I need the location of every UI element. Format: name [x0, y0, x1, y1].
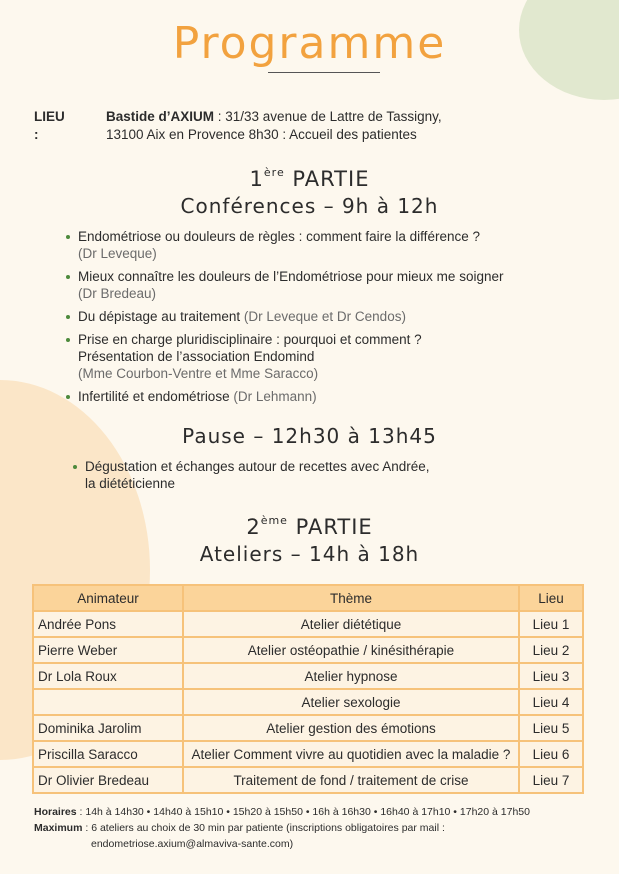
- speaker: (Dr Leveque et Dr Cendos): [243, 309, 406, 324]
- list-item: Endométriose ou douleurs de règles : comment faire la différence ? (Dr Leveque): [66, 228, 566, 262]
- part2-heading: [0, 514, 619, 539]
- speaker: (Dr Leveque): [78, 246, 157, 261]
- table-row: [33, 741, 583, 767]
- list-item: Dégustation et échanges autour de recettes avec Andrée, la diététicienne: [73, 458, 573, 492]
- email-line: endometriose.axium@almaviva-sante.com): [91, 838, 294, 850]
- header-theme: Thème: [183, 585, 519, 611]
- table-row: [33, 689, 583, 715]
- table-row: [33, 611, 583, 637]
- header-animateur: Animateur: [33, 585, 183, 611]
- workshop-table: [32, 584, 584, 794]
- list-item: Infertilité et endométriose (Dr Lehmann): [66, 388, 566, 405]
- bullet-icon: [66, 395, 70, 399]
- part1-superscript: ère: [263, 166, 285, 179]
- lieu-cell: Lieu 7: [519, 767, 583, 793]
- theme-cell: Atelier Comment vivre au quotidien avec la maladie ?: [183, 741, 519, 767]
- part2-number: 2: [246, 515, 261, 539]
- horaires-text: : 14h à 14h30 • 14h40 à 15h10 • 15h20 à 15h50 • 16h à 16h30 • 16h40 à 17h10 • 17h20 à 17h50: [76, 806, 530, 818]
- part2-superscript: ème: [260, 514, 288, 527]
- table-row: [33, 663, 583, 689]
- lieu-cell: Lieu 5: [519, 715, 583, 741]
- theme-cell: Traitement de fond / traitement de crise: [183, 767, 519, 793]
- bullet-icon: [66, 338, 70, 342]
- animateur-cell: Pierre Weber: [33, 637, 183, 663]
- list-item: Du dépistage au traitement (Dr Leveque et Dr Cendos): [66, 308, 566, 325]
- table-row: [33, 767, 583, 793]
- horaires-label: Horaires: [34, 806, 77, 818]
- theme-cell: Atelier gestion des émotions: [183, 715, 519, 741]
- animateur-cell: [33, 689, 183, 715]
- lieu-cell: Lieu 2: [519, 637, 583, 663]
- header-lieu: Lieu: [519, 585, 583, 611]
- table-header-row: [33, 585, 583, 611]
- conference-list: [66, 228, 566, 411]
- part2-word: PARTIE: [295, 515, 373, 539]
- speaker: (Dr Bredeau): [78, 286, 157, 301]
- venue-address-line2: 13100 Aix en Provence 8h30 : Accueil des patientes: [106, 127, 417, 142]
- part1-word: PARTIE: [292, 167, 370, 191]
- bullet-icon: [66, 315, 70, 319]
- animateur-cell: Priscilla Saracco: [33, 741, 183, 767]
- part2-subtitle: Ateliers – 14h à 18h: [199, 542, 420, 566]
- animateur-cell: Andrée Pons: [33, 611, 183, 637]
- pause-title: Pause – 12h30 à 13h45: [182, 424, 437, 448]
- maximum-label: Maximum: [34, 822, 83, 834]
- lieu-cell: Lieu 6: [519, 741, 583, 767]
- title-underline: [268, 72, 380, 73]
- theme-cell: Atelier hypnose: [183, 663, 519, 689]
- speaker: (Dr Lehmann): [233, 389, 317, 404]
- page-title: Programme: [172, 18, 447, 69]
- theme-cell: Atelier diététique: [183, 611, 519, 637]
- table-row: [33, 715, 583, 741]
- maximum-text: : 6 ateliers au choix de 30 min par patiente (inscriptions obligatoires par mail :: [82, 822, 445, 834]
- table-row: [33, 637, 583, 663]
- maximum-line: [34, 820, 594, 836]
- bullet-icon: [66, 275, 70, 279]
- theme-cell: Atelier ostéopathie / kinésithérapie: [183, 637, 519, 663]
- list-item: Mieux connaître les douleurs de l’Endométriose pour mieux me soigner (Dr Bredeau): [66, 268, 566, 302]
- list-item: Prise en charge pluridisciplinaire : pourquoi et comment ? Présentation de l’association Endomind (Mme Courbon-Ventre et Mme Saracco): [66, 331, 566, 382]
- venue-label: LIEU :: [34, 109, 65, 142]
- venue-name: Bastide d’AXIUM: [106, 109, 215, 124]
- theme-cell: Atelier sexologie: [183, 689, 519, 715]
- pause-list: [73, 458, 573, 498]
- part1-heading: [0, 166, 619, 191]
- lieu-cell: Lieu 1: [519, 611, 583, 637]
- footer-notes: [34, 804, 594, 852]
- animateur-cell: Dr Olivier Bredeau: [33, 767, 183, 793]
- animateur-cell: Dominika Jarolim: [33, 715, 183, 741]
- bullet-icon: [73, 465, 77, 469]
- part1-subtitle: Conférences – 9h à 12h: [180, 194, 439, 218]
- lieu-cell: Lieu 4: [519, 689, 583, 715]
- bullet-icon: [66, 235, 70, 239]
- part1-number: 1: [249, 167, 264, 191]
- horaires-line: [34, 804, 594, 820]
- lieu-cell: Lieu 3: [519, 663, 583, 689]
- venue-address-line1: : 31/33 avenue de Lattre de Tassigny,: [214, 109, 442, 124]
- animateur-cell: Dr Lola Roux: [33, 663, 183, 689]
- speaker: (Mme Courbon-Ventre et Mme Saracco): [78, 366, 319, 381]
